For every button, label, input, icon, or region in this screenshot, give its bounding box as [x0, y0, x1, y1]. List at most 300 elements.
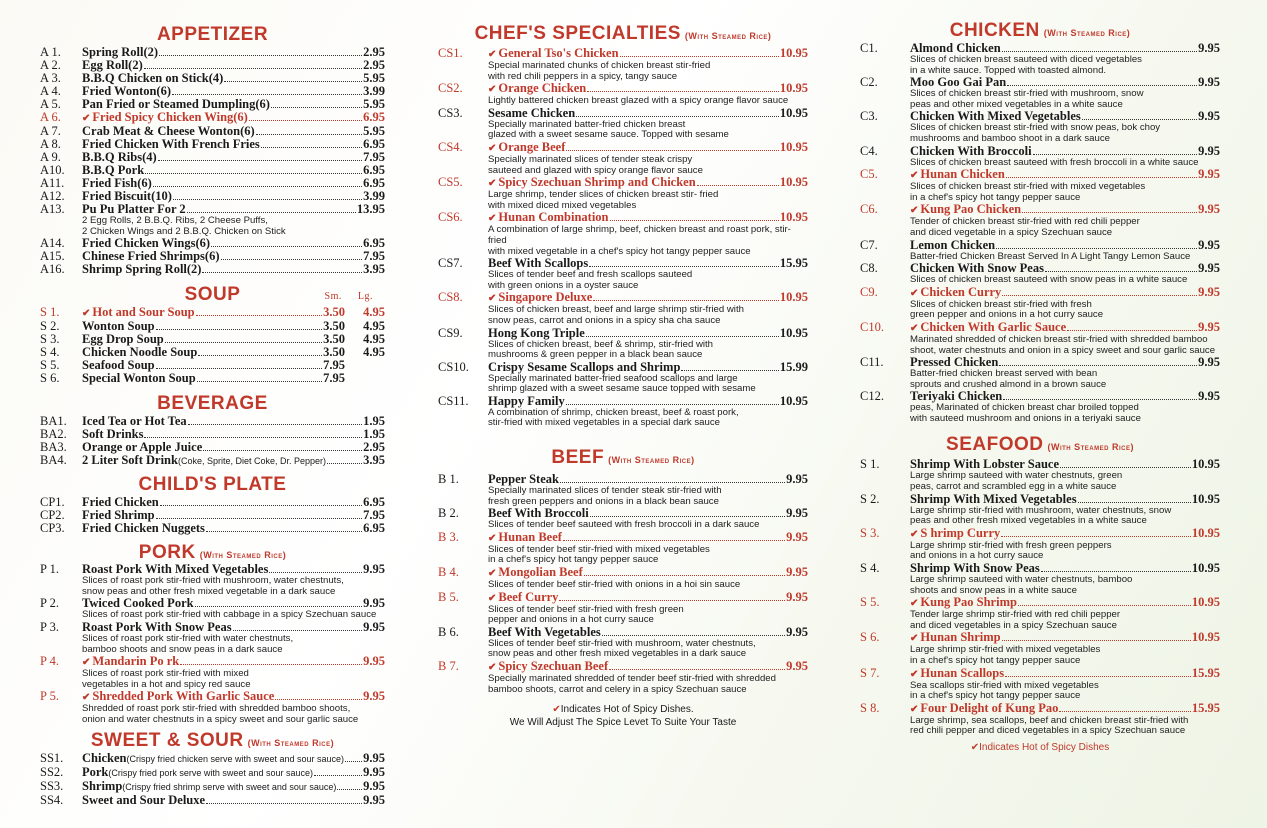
menu-item-row — [40, 111, 385, 125]
description-line: Slices of chicken breast sauteed with snow peas in a white sauce — [910, 274, 1188, 286]
dot-leader — [156, 329, 323, 330]
item-name: Chinese Fried Shrimps(6) — [82, 249, 220, 264]
item-name-group — [910, 286, 1001, 300]
item-description — [438, 340, 808, 361]
item-code: SS3. — [40, 778, 64, 793]
item-code: CS9. — [438, 325, 463, 340]
item-price: 9.95 — [1198, 284, 1220, 299]
item-name: B.B.Q Pork — [82, 163, 145, 177]
menu-item-row — [40, 766, 385, 780]
menu-item-row — [40, 655, 385, 669]
menu-item — [860, 702, 1220, 737]
dot-leader — [261, 147, 362, 148]
item-code: SS1. — [40, 750, 64, 765]
dot-leader — [1006, 177, 1197, 178]
seafood-list — [860, 458, 1220, 737]
seafood-header — [860, 434, 1220, 458]
item-price: 5.95 — [363, 124, 385, 138]
item-name-group — [910, 203, 1021, 217]
item-name: Pepper Steak — [488, 472, 559, 487]
item-name-group — [488, 82, 586, 96]
dot-leader — [1007, 85, 1197, 86]
item-price: 9.95 — [786, 565, 808, 580]
dot-leader — [1018, 605, 1191, 606]
menu-item-row — [860, 667, 1220, 681]
item-price: 1.95 — [363, 427, 385, 442]
description-line: Specially marinated slices of tender steak stir-fried with — [488, 485, 722, 497]
item-price: 15.95 — [1191, 700, 1220, 715]
item-name: Soft Drinks — [82, 427, 144, 442]
item-price: 6.95 — [363, 495, 385, 510]
item-code: S 1. — [860, 457, 880, 472]
menu-item — [860, 458, 1220, 492]
description-line: Sea scallops stir-fried with mixed vegetables — [910, 679, 1099, 691]
description-line: glazed with a sweet sesame sauce. Topped with sesame — [488, 129, 729, 141]
menu-item-row — [40, 372, 385, 385]
item-code: A 5. — [40, 97, 61, 111]
item-name: Teriyaki Chicken — [910, 389, 1003, 404]
beverage-header — [40, 393, 385, 415]
description-line: onion and water chestnuts in a spicy sweet and sour garlic sauce — [82, 713, 359, 725]
item-name-group — [82, 306, 195, 320]
dot-leader — [271, 107, 362, 108]
item-code: S 1. — [40, 305, 60, 320]
dot-leader — [144, 437, 362, 438]
description-line: Slices of tender beef stir-fried with fresh green — [488, 603, 684, 615]
item-description — [438, 190, 808, 211]
item-code: C10. — [860, 319, 884, 334]
chef-header — [438, 23, 808, 47]
menu-item — [438, 507, 808, 531]
item-name: Mongolian Beef — [498, 565, 583, 580]
item-name: Beef With Vegetables — [488, 624, 601, 639]
description-line: vegetables in a hot and spicy red sauce — [82, 678, 251, 690]
hot-pepper-icon: ✔ — [82, 308, 91, 320]
menu-item-row — [438, 82, 808, 96]
item-name: Fried Biscuit(10) — [82, 189, 172, 203]
description-line: Large shrimp stir-fried with fresh green peppers — [910, 539, 1112, 551]
item-price: 3.50 — [323, 332, 345, 347]
soup-lg-label: Lg. — [357, 291, 373, 303]
item-price: 7.95 — [363, 150, 385, 164]
item-description — [40, 216, 385, 237]
description-line: Slices of chicken breast sauteed with diced vegetables — [910, 54, 1142, 65]
sweetsour-list — [40, 752, 385, 807]
description-line: and diced vegetables in a spicy Szechuan sauce — [910, 619, 1117, 631]
menu-item — [438, 626, 808, 660]
menu-item-row — [438, 660, 808, 674]
menu-item — [860, 203, 1220, 238]
beef-note-line1: ✔Indicates Hot of Spicy Dishes. — [552, 704, 694, 716]
dot-leader — [187, 212, 356, 213]
item-name: Special Wonton Soup — [82, 371, 196, 386]
description-line: Large shrimp, sea scallops, beef and chicken breast stir-fried with — [910, 714, 1189, 726]
item-name-group — [488, 566, 583, 580]
description-line: snow peas, carrot and onions in a spicy sha cha sauce — [488, 314, 721, 326]
item-code: A 4. — [40, 84, 61, 98]
dot-leader — [202, 272, 362, 273]
item-description — [40, 704, 385, 725]
menu-item — [438, 327, 808, 361]
item-name: Chicken — [82, 750, 127, 765]
item-description — [438, 61, 808, 82]
item-price: 9.95 — [1198, 237, 1220, 252]
item-code: CS4. — [438, 139, 463, 154]
item-code: S 7. — [860, 665, 880, 680]
menu-item-row — [438, 47, 808, 61]
item-name: Fried Fish(6) — [82, 176, 152, 190]
dot-leader — [1059, 711, 1191, 712]
item-code: P 2. — [40, 596, 59, 611]
menu-item-row — [860, 203, 1220, 217]
item-price: 9.95 — [1198, 41, 1220, 55]
dot-leader — [589, 266, 779, 267]
item-price: 10.95 — [1191, 630, 1220, 645]
menu-item — [438, 395, 808, 429]
item-code: CS6. — [438, 210, 463, 225]
hot-pepper-icon: ✔ — [488, 84, 497, 96]
menu-item-row — [40, 522, 385, 535]
item-name: Moo Goo Gai Pan — [910, 75, 1007, 90]
menu-item — [40, 372, 385, 385]
menu-item-row — [860, 596, 1220, 610]
dot-leader — [1067, 330, 1197, 331]
description-line: in a chef's spicy hot tangy pepper sauce — [910, 655, 1081, 666]
item-name: Fried Spicy Chicken Wing(6) — [92, 110, 248, 124]
item-code: BA3. — [40, 440, 67, 455]
item-name: Egg Drop Soup — [82, 332, 164, 347]
item-price: 10.95 — [779, 210, 808, 225]
item-price: 3.99 — [363, 189, 385, 203]
item-code: CP2. — [40, 508, 65, 523]
item-code: BA4. — [40, 453, 67, 468]
item-name: Pan Fried or Steamed Dumpling(6) — [82, 97, 270, 111]
item-code: BA2. — [40, 427, 67, 442]
item-description — [860, 300, 1220, 321]
description-line: Shredded of roast pork stir-fried with shredded bamboo shoots, — [82, 703, 351, 715]
item-name: Spicy Szechuan Shrimp and Chicken — [498, 175, 696, 190]
dot-leader — [999, 365, 1197, 366]
description-line: Slices of chicken breast stir-fried with mushroom, snow — [910, 88, 1144, 100]
item-price: 10.95 — [779, 175, 808, 190]
menu-item — [438, 211, 808, 257]
item-price: 2.95 — [363, 58, 385, 72]
description-line: Specially marinated shredded of tender beef stir-fried with shredded — [488, 673, 776, 684]
menu-item-row — [438, 327, 808, 340]
item-description — [860, 275, 1220, 286]
item-description — [438, 580, 808, 591]
item-description — [860, 681, 1220, 702]
item-name: Spicy Szechuan Beef — [498, 659, 609, 673]
item-name-group — [910, 168, 1005, 182]
item-code: B 5. — [438, 589, 459, 604]
item-name: Shrimp Spring Roll(2) — [82, 262, 202, 277]
item-code: S 6. — [860, 630, 880, 645]
item-name: Shredded Pork With Garlic Sauce — [92, 689, 275, 704]
item-name: Beef With Scallops — [488, 256, 589, 271]
item-code: A 9. — [40, 150, 61, 164]
item-price: 10.95 — [1191, 525, 1220, 540]
menu-item — [438, 591, 808, 626]
item-code: A 2. — [40, 58, 61, 72]
menu-item-row — [438, 531, 808, 545]
item-price: 15.99 — [779, 359, 808, 374]
description-line: bamboo shoots, carrot and celery in a spicy Szechuan sauce — [488, 683, 747, 695]
item-description — [438, 605, 808, 626]
description-line: Large shrimp sauteed with water chestnuts, bamboo — [910, 574, 1133, 586]
soup-list — [40, 306, 385, 385]
item-code: S 8. — [860, 700, 880, 715]
dot-leader — [560, 482, 785, 483]
item-price: 3.50 — [323, 345, 345, 360]
dot-leader — [1033, 154, 1198, 155]
dot-leader — [620, 56, 779, 57]
item-code: CS7. — [438, 256, 463, 271]
soup-size-labels — [309, 291, 373, 302]
item-price: 10.95 — [779, 46, 808, 60]
menu-item-row — [438, 626, 808, 639]
dot-leader — [206, 531, 362, 532]
item-description — [438, 520, 808, 531]
item-code: CP1. — [40, 495, 65, 510]
dot-leader — [206, 803, 362, 804]
item-code: S 2. — [40, 319, 60, 334]
item-code: A 7. — [40, 124, 61, 138]
item-price: 2.95 — [363, 45, 385, 59]
menu-item-row — [860, 702, 1220, 716]
beef-list — [438, 473, 808, 695]
item-name-group — [910, 667, 1004, 681]
dot-leader — [1078, 502, 1191, 503]
item-name: Chicken Noodle Soup — [82, 345, 198, 360]
hot-pepper-icon: ✔ — [910, 205, 919, 217]
menu-item — [40, 794, 385, 807]
item-price: 10.95 — [779, 105, 808, 120]
menu-item — [438, 141, 808, 176]
description-line: peas and other fresh mixed vegetables in a white sauce — [910, 515, 1147, 527]
item-name: Hong Kong Triple — [488, 325, 585, 340]
item-name-group — [910, 596, 1017, 610]
item-description — [860, 123, 1220, 144]
description-line: in a white sauce. Topped with toasted almond. — [910, 64, 1107, 76]
description-line: fresh green peppers and onions in a black bean sauce — [488, 495, 719, 507]
pork-list — [40, 563, 385, 725]
item-code: P 1. — [40, 562, 59, 577]
description-line: in a chef's spicy hot tangy pepper sauce — [910, 191, 1081, 203]
dot-leader — [586, 336, 779, 337]
description-line: with green onions in a oyster sauce — [488, 279, 639, 291]
menu-item — [438, 257, 808, 291]
appetizer-header — [40, 24, 385, 46]
menu-item — [40, 522, 385, 535]
item-name: Hunan Beef — [498, 529, 562, 544]
item-name: Mandarin Po rk — [92, 654, 180, 669]
description-line: shrimp glazed with a sweet sesame sauce topped with sesame — [488, 383, 756, 395]
item-name: Chicken With Garlic Sauce — [920, 319, 1067, 334]
menu-item-row — [860, 527, 1220, 541]
hot-pepper-icon: ✔ — [910, 598, 919, 610]
description-line: Batter-fried Chicken Breast Served In A Light Tangy Lemon Sauce — [910, 250, 1191, 262]
item-code: A11. — [40, 176, 65, 190]
item-name-group — [488, 327, 585, 340]
menu-item-row — [40, 780, 385, 794]
dot-leader — [153, 186, 362, 187]
pork-header — [40, 542, 385, 563]
item-description — [860, 645, 1220, 666]
item-description — [860, 575, 1220, 596]
description-line: in a chef's spicy hot tangy pepper sauce — [910, 690, 1081, 702]
childs-title: CHILD'S PLATE — [138, 474, 287, 496]
item-name: Kung Pao Shrimp — [920, 595, 1017, 610]
item-code: CS3. — [438, 105, 463, 120]
menu-item — [860, 145, 1220, 169]
appetizer-title: APPETIZER — [156, 24, 269, 45]
item-code: C8. — [860, 261, 878, 276]
item-name-group — [488, 47, 619, 61]
childs-header — [40, 474, 385, 496]
menu-item — [438, 531, 808, 566]
dot-leader — [211, 246, 362, 247]
hot-pepper-icon: ✔ — [488, 662, 497, 673]
chef-subtitle: (With Steamed Rice) — [684, 31, 772, 41]
dot-leader — [275, 699, 362, 700]
menu-item — [860, 527, 1220, 562]
item-price: 9.95 — [363, 562, 385, 577]
item-code: P 3. — [40, 619, 59, 634]
description-line: Special marinated chunks of chicken breast stir-fried — [488, 60, 711, 71]
description-line: with mixed vegetable in a chef's spicy hot tangy pepper sauce — [488, 245, 751, 257]
menu-item-row — [860, 631, 1220, 645]
hot-pepper-icon: ✔ — [488, 49, 497, 60]
item-code: BA1. — [40, 414, 67, 429]
item-description — [40, 576, 385, 597]
description-line: A combination of large shrimp, beef, chicken breast and roast pork, stir-fried — [488, 224, 791, 246]
menu-item — [438, 107, 808, 141]
item-price: 9.95 — [363, 689, 385, 704]
item-name-group — [82, 454, 326, 468]
item-code: A 3. — [40, 71, 61, 85]
item-code: C12. — [860, 389, 884, 404]
dot-leader — [1002, 51, 1197, 52]
item-price: 6.95 — [363, 176, 385, 190]
description-line: Slices of chicken breast, beef & shrimp, stir-fried with — [488, 338, 714, 350]
item-price: 9.95 — [363, 619, 385, 634]
menu-item — [40, 655, 385, 690]
middle-column — [438, 0, 808, 729]
description-line: with sauteed mushroom and onions in a teriyaki sauce — [910, 412, 1141, 424]
description-line: Specially marinated batter-fried seafood scallops and large — [488, 372, 738, 384]
item-price: 10.95 — [779, 325, 808, 340]
item-code: S 3. — [860, 525, 880, 540]
dot-leader — [188, 424, 362, 425]
item-price: 10.95 — [779, 393, 808, 408]
hot-pepper-icon: ✔ — [910, 170, 919, 182]
dot-leader — [1003, 399, 1197, 400]
dot-leader — [160, 505, 362, 506]
description-line: Slices of roast pork stir-fried with water chestnuts, — [82, 632, 294, 644]
item-name: Chicken With Snow Peas — [910, 261, 1044, 276]
item-code: CS8. — [438, 290, 463, 305]
beef-hot-note — [438, 703, 808, 729]
dot-leader — [1022, 212, 1197, 213]
menu-item — [40, 111, 385, 125]
description-line: peas, carrot and scrambled egg in a white sauce — [910, 481, 1117, 493]
item-name-group — [82, 690, 274, 704]
pork-title: PORK — [138, 542, 196, 564]
description-line: Slices of tender beef sauteed with fresh broccoli in a dark sauce — [488, 519, 760, 531]
item-code: A 6. — [40, 110, 61, 124]
item-description — [860, 610, 1220, 631]
item-price: 6.95 — [363, 110, 385, 124]
hot-pepper-icon: ✔ — [488, 178, 497, 190]
description-line: peas, Marinated of chicken breast char broiled topped — [910, 402, 1139, 414]
item-description — [438, 486, 808, 507]
chicken-title: CHICKEN — [949, 20, 1040, 41]
chef-title: CHEF'S SPECIALTIES — [474, 23, 681, 44]
item-name-group — [488, 626, 601, 639]
item-price: 10.95 — [1191, 491, 1220, 506]
pork-subtitle: (With Steamed Rice) — [199, 550, 287, 561]
item-name: Hunan Scallops — [920, 665, 1005, 680]
dot-leader — [610, 220, 779, 221]
item-name: Orange Chicken — [498, 81, 587, 96]
sweetsour-title: SWEET & SOUR — [90, 729, 244, 751]
menu-item-row — [438, 141, 808, 155]
item-price: 7.95 — [323, 358, 345, 373]
item-name: Fried Shrimp — [82, 508, 155, 523]
item-price: 9.95 — [786, 624, 808, 639]
item-name-group — [488, 176, 696, 190]
item-description — [860, 335, 1220, 356]
item-name-group — [488, 141, 565, 155]
description-line: bamboo shoots and snow peas in a dark sauce — [82, 643, 283, 655]
hot-pepper-icon: ✔ — [552, 704, 561, 716]
menu-item — [860, 262, 1220, 286]
item-price: 9.95 — [1198, 389, 1220, 404]
item-name: Crispy Sesame Scallops and Shrimp — [488, 359, 681, 374]
description-line: Slices of chicken breast sauteed with fresh broccoli in a white sauce — [910, 156, 1199, 168]
description-line: snow peas and other fresh mixed vegetables in a dark sauce — [488, 648, 747, 660]
item-code: CP3. — [40, 521, 65, 536]
item-price: 7.95 — [323, 371, 345, 386]
item-price: 13.95 — [356, 202, 385, 216]
dot-leader — [195, 606, 363, 607]
item-description — [40, 634, 385, 655]
dot-leader — [566, 150, 778, 151]
menu-item-row — [40, 454, 385, 468]
menu-item-row — [860, 168, 1220, 182]
item-price-large: 4.95 — [363, 345, 385, 360]
beef-header — [438, 447, 808, 473]
item-name: Four Delight of Kung Pao — [920, 700, 1059, 715]
item-description — [438, 639, 808, 660]
description-line: with red chili peppers in a spicy, tangy sauce — [488, 70, 678, 82]
dot-leader — [1045, 271, 1197, 272]
appetizer-list — [40, 46, 385, 276]
menu-item — [438, 473, 808, 507]
description-line: 2 Egg Rolls, 2 B.B.Q. Ribs, 2 Cheese Puffs, — [82, 215, 268, 226]
dot-leader — [221, 259, 363, 260]
item-name: Roast Pork With Snow Peas — [82, 619, 232, 634]
seafood-title: SEAFOOD — [946, 434, 1044, 456]
item-price: 9.95 — [1198, 261, 1220, 276]
item-code: A 8. — [40, 137, 61, 151]
description-line: Slices of chicken breast stir-fried with mixed vegetables — [910, 181, 1146, 193]
item-price: 5.95 — [363, 97, 385, 111]
item-price: 6.95 — [363, 137, 385, 151]
item-name-group — [488, 660, 608, 674]
description-line: green pepper and onions in a hot curry sauce — [910, 309, 1104, 321]
